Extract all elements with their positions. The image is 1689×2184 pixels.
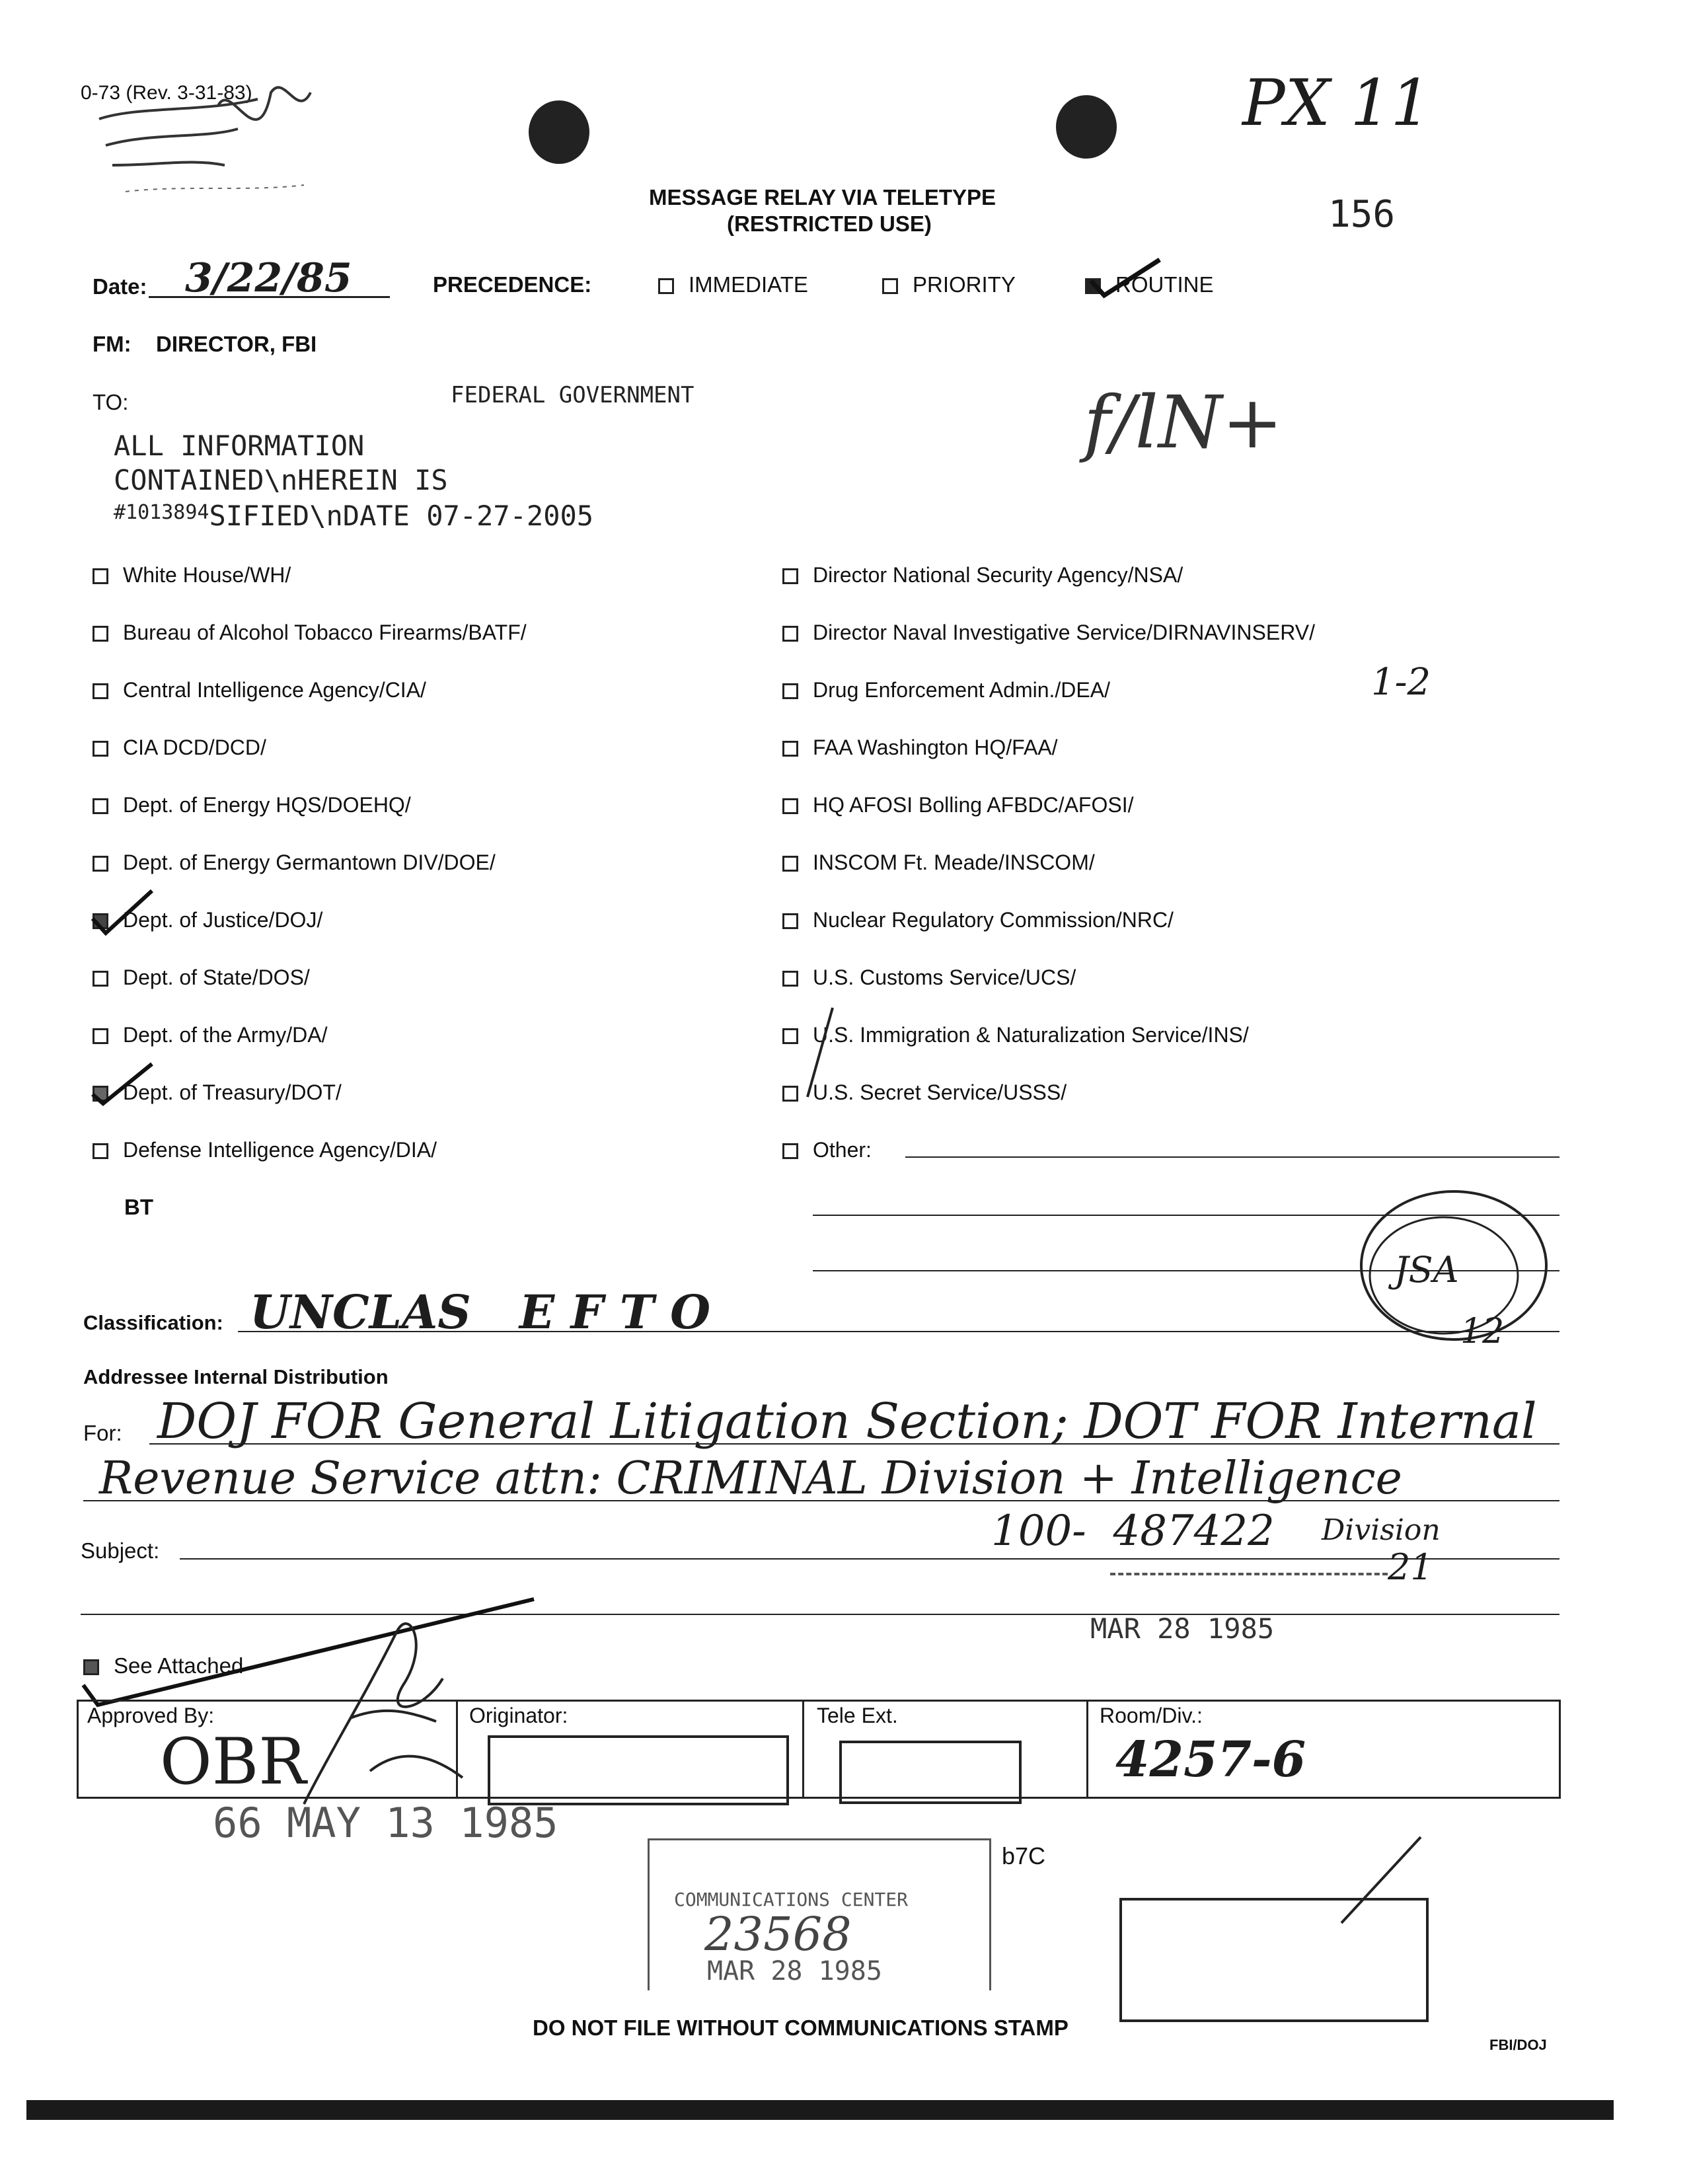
bt-label: BT <box>124 1195 153 1219</box>
checkbox[interactable] <box>93 1143 108 1159</box>
agency-afosi[interactable] <box>782 793 1133 817</box>
approval-divider-2 <box>802 1700 804 1799</box>
classification-value: UNCLAS E F T O <box>250 1285 711 1339</box>
agency-cia[interactable] <box>93 678 426 702</box>
precedence-immediate[interactable] <box>658 272 808 297</box>
checkbox[interactable] <box>93 1028 108 1044</box>
checkbox[interactable] <box>782 856 798 872</box>
agency-label: Dept. of the Army/DA/ <box>123 1023 328 1047</box>
agency-customs[interactable] <box>782 965 1076 990</box>
form-number: 0-73 (Rev. 3-31-83) <box>81 82 252 104</box>
serial-mark: 156 <box>1328 193 1396 236</box>
classification-label: Classification: <box>83 1311 223 1334</box>
agency-white-house[interactable] <box>93 563 291 587</box>
agency-label: White House/WH/ <box>123 563 291 587</box>
form-title-line1: MESSAGE RELAY VIA TELETYPE <box>649 185 996 209</box>
declass-id: #1013894 <box>114 501 209 524</box>
approved-by-label: Approved By: <box>87 1704 215 1727</box>
from-value: DIRECTOR, FBI <box>156 332 317 356</box>
agency-label: Dept. of Energy Germantown DIV/DOE/ <box>123 850 496 874</box>
agency-label: U.S. Secret Service/USSS/ <box>813 1080 1067 1104</box>
precedence-priority[interactable] <box>882 272 1016 297</box>
agency-label: Drug Enforcement Admin./DEA/ <box>813 678 1110 702</box>
for-line-2: Revenue Service attn: CRIMINAL Division + Intelligence <box>99 1452 1402 1505</box>
agency-cia-dcd[interactable] <box>93 735 266 760</box>
agency-other[interactable] <box>782 1138 872 1162</box>
to-label: TO: <box>93 390 129 414</box>
page-bottom-bar <box>26 2100 1614 2120</box>
from-label: FM: <box>93 332 131 356</box>
for-line-1: DOJ FOR General Litigation Section; DOT FOR Internal <box>157 1393 1537 1450</box>
declass-date: SIFIED\nDATE 07-27-2005 <box>209 500 594 532</box>
agency-nrc[interactable] <box>782 908 1174 932</box>
for-underline-2 <box>83 1500 1559 1501</box>
agency-inscom[interactable] <box>782 850 1095 875</box>
agency-nsa[interactable] <box>782 563 1183 587</box>
handwritten-scribble-top-left <box>86 66 377 225</box>
form-title-line2: (RESTRICTED USE) <box>727 211 932 236</box>
agency-label: Director Naval Investigative Service/DIRNAVINSERV/ <box>813 621 1315 644</box>
room-div-value: 4257-6 <box>1115 1731 1306 1788</box>
agency-label: Director National Security Agency/NSA/ <box>813 563 1183 587</box>
agency-label: U.S. Customs Service/UCS/ <box>813 965 1076 989</box>
tele-ext-field[interactable] <box>839 1741 1022 1804</box>
approval-divider-3 <box>1086 1700 1088 1799</box>
to-initials: f/lN+ <box>1084 380 1283 465</box>
agency-ins[interactable] <box>782 1023 1249 1047</box>
declass-line2: CONTAINED\nHEREIN IS <box>114 464 448 496</box>
checkbox[interactable] <box>93 971 108 987</box>
classification-underline <box>238 1331 1559 1332</box>
other-line-1 <box>905 1156 1559 1158</box>
punch-hole-left <box>529 100 589 164</box>
agency-label: Nuclear Regulatory Commission/NRC/ <box>813 908 1174 932</box>
checkbox[interactable] <box>782 1086 798 1102</box>
comm-stamp-number: 23568 <box>704 1907 852 1961</box>
precedence-priority-label: PRIORITY <box>913 272 1016 297</box>
circle-initials: JSA <box>1394 1249 1459 1291</box>
checkbox[interactable] <box>782 798 798 814</box>
tele-ext-label: Tele Ext. <box>817 1704 898 1727</box>
subject-line-1 <box>180 1558 1559 1560</box>
agency-label: Dept. of Energy HQS/DOEHQ/ <box>123 793 411 817</box>
distribution-heading: Addressee Internal Distribution <box>83 1365 389 1388</box>
declass-line3 <box>114 500 593 532</box>
other-label: Other: <box>813 1138 872 1162</box>
date-value: 3/22/85 <box>185 255 352 301</box>
for-label: For: <box>83 1421 122 1445</box>
comm-stamp-line1: COMMUNICATIONS CENTER <box>674 1889 909 1910</box>
agency-dos[interactable] <box>93 965 310 990</box>
checkbox[interactable] <box>782 1028 798 1044</box>
checkbox[interactable] <box>93 798 108 814</box>
doj-checkmark <box>86 885 159 938</box>
precedence-priority-checkbox[interactable] <box>882 278 898 294</box>
footer-code: FBI/DOJ <box>1489 2037 1547 2053</box>
room-div-label: Room/Div.: <box>1100 1704 1203 1727</box>
checkbox[interactable] <box>782 741 798 757</box>
checkbox[interactable] <box>93 568 108 584</box>
redaction-box-stroke <box>1328 1830 1427 1930</box>
agency-label: Defense Intelligence Agency/DIA/ <box>123 1138 437 1162</box>
checkbox[interactable] <box>782 971 798 987</box>
agency-label: Dept. of Justice/DOJ/ <box>123 908 323 932</box>
agency-label: U.S. Immigration & Naturalization Service/INS/ <box>813 1023 1249 1047</box>
agency-label: Dept. of State/DOS/ <box>123 965 310 989</box>
subject-dash-line <box>1110 1573 1388 1575</box>
approver-signature <box>291 1606 489 1824</box>
precedence-immediate-checkbox[interactable] <box>658 278 674 294</box>
agency-label: Bureau of Alcohol Tobacco Firearms/BATF/ <box>123 621 527 644</box>
agency-label: HQ AFOSI Bolling AFBDC/AFOSI/ <box>813 793 1134 817</box>
dea-note: 1-2 <box>1371 661 1431 704</box>
circle-number: 12 <box>1460 1312 1505 1351</box>
checkbox[interactable] <box>93 856 108 872</box>
declass-line1: ALL INFORMATION <box>114 430 365 462</box>
agency-faa[interactable] <box>782 735 1058 760</box>
subject-label: Subject: <box>81 1538 160 1563</box>
redaction-code: b7C <box>1002 1842 1046 1869</box>
precedence-routine-label: ROUTINE <box>1115 272 1214 297</box>
agency-army[interactable] <box>93 1023 327 1047</box>
checkbox[interactable] <box>93 683 108 699</box>
agency-label: FAA Washington HQ/FAA/ <box>813 735 1058 759</box>
punch-hole-right <box>1056 95 1117 159</box>
treasury-checkmark <box>86 1057 159 1110</box>
subject-serial-note: 21 <box>1388 1546 1433 1588</box>
received-stamp: MAR 28 1985 <box>1090 1612 1275 1645</box>
agency-dirnavinserv[interactable] <box>782 621 1315 645</box>
ins-stroke <box>800 1004 839 1104</box>
checkbox[interactable] <box>782 568 798 584</box>
checkbox[interactable] <box>782 626 798 642</box>
routine-checkmark <box>1087 254 1166 301</box>
date-label: Date: <box>93 274 147 299</box>
agency-doe-germantown[interactable] <box>93 850 496 875</box>
to-stamp: FEDERAL GOVERNMENT <box>451 382 694 408</box>
originator-field[interactable] <box>488 1735 789 1805</box>
agency-label: Central Intelligence Agency/CIA/ <box>123 678 426 702</box>
page-mark: PX 11 <box>1242 66 1431 140</box>
agency-label: Dept. of Treasury/DOT/ <box>123 1080 342 1104</box>
originator-label: Originator: <box>469 1704 568 1727</box>
agency-label: INSCOM Ft. Meade/INSCOM/ <box>813 850 1095 874</box>
agency-label: CIA DCD/DCD/ <box>123 735 266 759</box>
precedence-label: PRECEDENCE: <box>433 272 592 297</box>
footer-warning: DO NOT FILE WITHOUT COMMUNICATIONS STAMP <box>533 2015 1069 2040</box>
precedence-immediate-label: IMMEDIATE <box>689 272 808 297</box>
file-stamp: 66 MAY 13 1985 <box>213 1799 558 1847</box>
see-attached-label: See Attached <box>114 1653 244 1678</box>
subject-file-number: 100- 487422 <box>991 1507 1275 1556</box>
for-underline-1 <box>149 1443 1559 1445</box>
agency-doe-hq[interactable] <box>93 793 411 817</box>
subject-division-note: Division <box>1322 1513 1441 1547</box>
date-underline <box>149 296 390 298</box>
comm-stamp-date: MAR 28 1985 <box>707 1956 882 1986</box>
checkbox[interactable] <box>782 1143 798 1159</box>
agency-dea[interactable] <box>782 678 1110 702</box>
checkbox[interactable] <box>782 913 798 929</box>
agency-batf[interactable] <box>93 621 527 645</box>
checkbox[interactable] <box>93 741 108 757</box>
approved-by-value: OBR <box>160 1725 307 1799</box>
checkbox[interactable] <box>93 626 108 642</box>
checkbox[interactable] <box>782 683 798 699</box>
agency-dia[interactable] <box>93 1138 437 1162</box>
